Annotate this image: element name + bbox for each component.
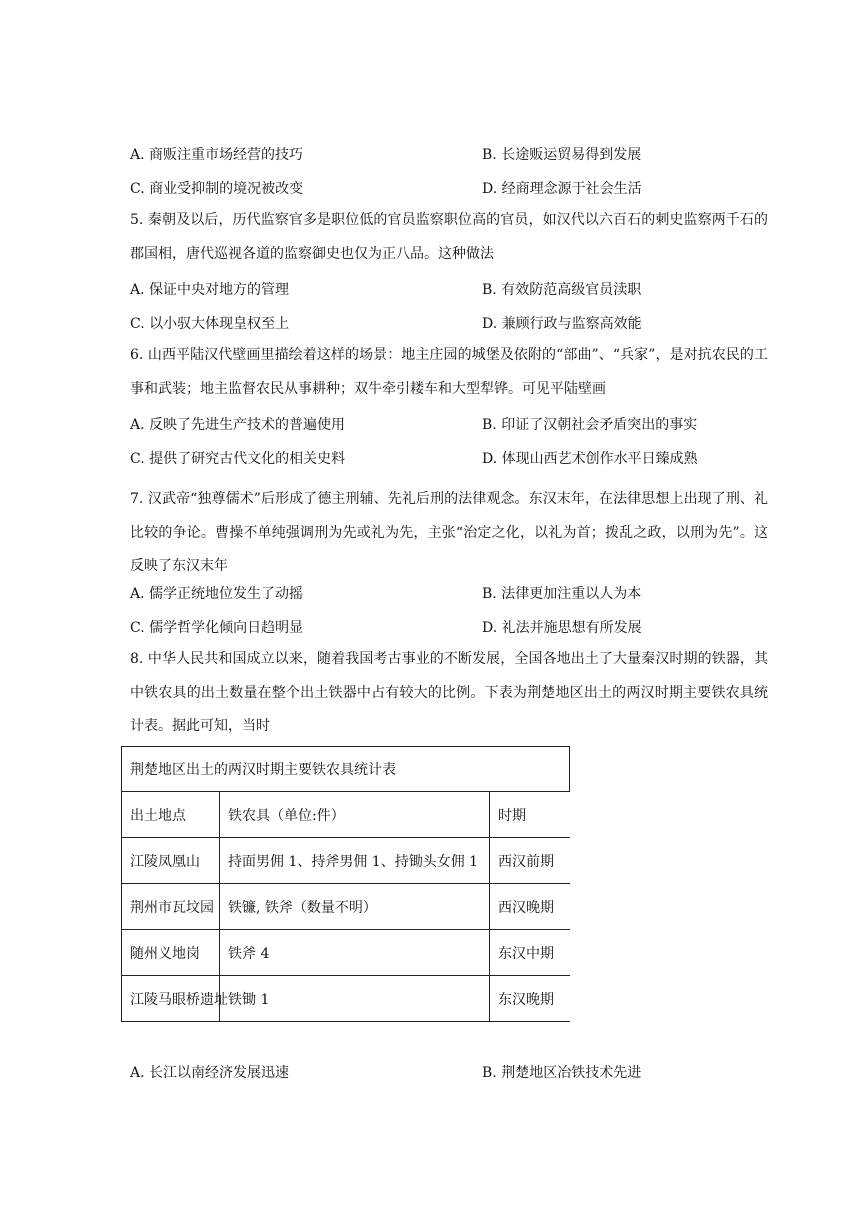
q6-option-b: B. 印证了汉朝社会矛盾突出的事实 bbox=[482, 417, 698, 433]
table-cell: 铁镰, 铁斧（数量不明） bbox=[220, 884, 490, 930]
table-cell: 铁锄 1 bbox=[220, 976, 490, 1022]
table-cell: 江陵马眼桥遗址 bbox=[122, 976, 220, 1022]
table-cell: 荆州市瓦坟园 bbox=[122, 884, 220, 930]
table-cell: 铁斧 4 bbox=[220, 930, 490, 976]
q4-option-c: C. 商业受抑制的境况被改变 bbox=[130, 181, 304, 197]
q7-option-b: B. 法律更加注重以人为本 bbox=[482, 586, 642, 602]
q6-stem: 6. 山西平陆汉代壁画里描绘着这样的场景：地主庄园的城堡及依附的“部曲”、“兵家”，是对抗农民的工事和武装；地主监督农民从事耕种；双牛牵引耧车和大型犁铧。可见平陆壁画 bbox=[130, 347, 768, 397]
q7-option-a: A. 儒学正统地位发生了动摇 bbox=[130, 586, 304, 602]
table-row bbox=[122, 930, 570, 976]
table-header-cell: 出土地点 bbox=[122, 792, 220, 838]
table-caption: 荆楚地区出土的两汉时期主要铁农具统计表 bbox=[122, 747, 570, 792]
q8-table bbox=[121, 746, 570, 1022]
q7-option-c: C. 儒学哲学化倾向日趋明显 bbox=[130, 620, 304, 636]
q6-option-a: A. 反映了先进生产技术的普遍使用 bbox=[130, 417, 346, 433]
q8-stem: 8. 中华人民共和国成立以来，随着我国考古事业的不断发展，全国各地出土了大量秦汉时期的铁器，其中铁农具的出土数量在整个出土铁器中占有较大的比例。下表为荆楚地区出土的两汉时期主要铁农具统计表。据此可知，当时 bbox=[130, 651, 768, 734]
q6-option-d: D. 体现山西艺术创作水平日臻成熟 bbox=[482, 451, 698, 467]
table-row bbox=[122, 884, 570, 930]
table-header-row bbox=[122, 792, 570, 838]
q5-option-a: A. 保证中央对地方的管理 bbox=[130, 282, 290, 298]
table-cell: 江陵凤凰山 bbox=[122, 838, 220, 884]
q6-option-c: C. 提供了研究古代文化的相关史料 bbox=[130, 451, 346, 467]
table-cell: 西汉晚期 bbox=[490, 884, 570, 930]
q4-option-b: B. 长途贩运贸易得到发展 bbox=[482, 147, 642, 163]
q7-stem: 7. 汉武帝“独尊儒术”后形成了德主刑辅、先礼后刑的法律观念。东汉末年，在法律思想上出现了刑、礼比较的争论。曹操不单纯强调刑为先或礼为先，主张“治定之化，以礼为首；拨乱之政，以刑为先”。这反映了东汉末年 bbox=[130, 491, 768, 574]
q8-table-container bbox=[121, 746, 554, 1022]
table-header-cell: 时期 bbox=[490, 792, 570, 838]
q7-option-d: D. 礼法并施思想有所发展 bbox=[482, 620, 642, 636]
q5-option-d: D. 兼顾行政与监察高效能 bbox=[482, 316, 642, 332]
table-header-cell: 铁农具（单位:件） bbox=[220, 792, 490, 838]
q8-option-a: A. 长江以南经济发展迅速 bbox=[130, 1065, 290, 1081]
q5-option-c: C. 以小驭大体现皇权至上 bbox=[130, 316, 290, 332]
table-row bbox=[122, 838, 570, 884]
q8-option-b: B. 荆楚地区冶铁技术先进 bbox=[482, 1065, 642, 1081]
q4-option-d: D. 经商理念源于社会生活 bbox=[482, 181, 642, 197]
table-cell: 持面男佣 1、持斧男佣 1、持锄头女佣 1 bbox=[220, 838, 490, 884]
q4-option-a: A. 商贩注重市场经营的技巧 bbox=[130, 147, 304, 163]
q5-option-b: B. 有效防范高级官员渎职 bbox=[482, 282, 642, 298]
table-cell: 东汉晚期 bbox=[490, 976, 570, 1022]
table-cell: 东汉中期 bbox=[490, 930, 570, 976]
q5-stem: 5. 秦朝及以后，历代监察官多是职位低的官员监察职位高的官员，如汉代以六百石的刺史监察两千石的郡国相，唐代巡视各道的监察御史也仅为正八品。这种做法 bbox=[130, 212, 768, 262]
table-cell: 西汉前期 bbox=[490, 838, 570, 884]
table-cell: 随州义地岗 bbox=[122, 930, 220, 976]
table-row bbox=[122, 976, 570, 1022]
